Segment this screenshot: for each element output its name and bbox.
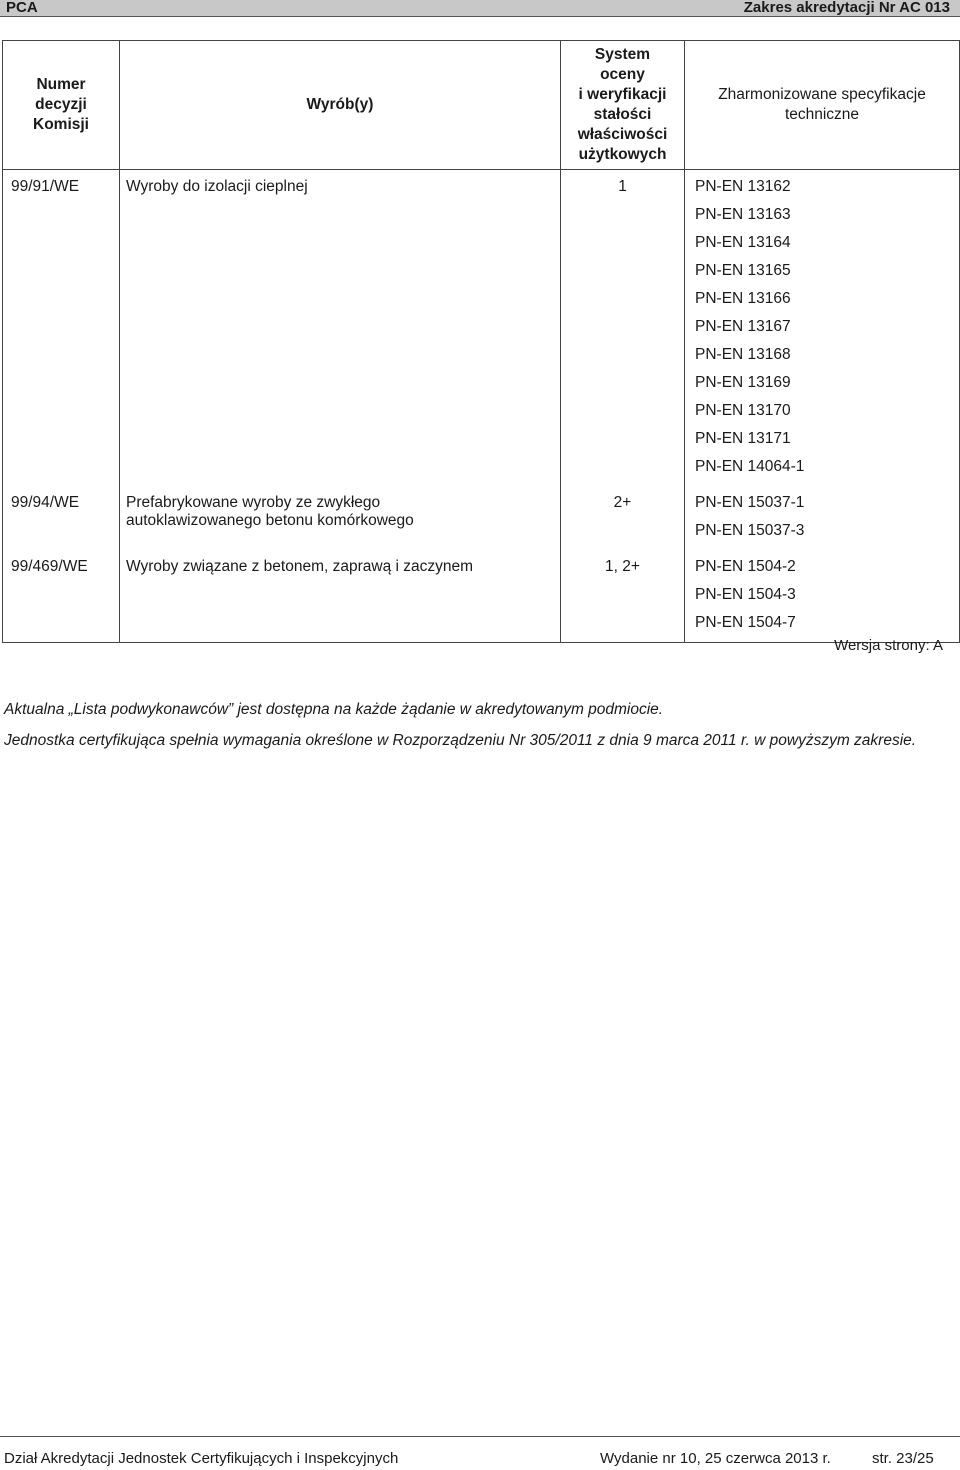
col-header-line: Komisji — [33, 116, 89, 133]
col-header-line: techniczne — [784, 106, 860, 123]
spec-item: PN-EN 1504-7 — [695, 614, 796, 631]
col-header-line: użytkowych — [578, 146, 667, 163]
assessment-system: 1 — [561, 170, 685, 487]
spec-list — [685, 550, 960, 643]
footer-edition: Wydanie nr 10, 25 czerwca 2013 r. — [600, 1450, 831, 1467]
assessment-system: 2+ — [561, 486, 685, 550]
col-header-line: decyzji — [35, 96, 87, 113]
spec-item: PN-EN 1504-2 — [695, 558, 796, 575]
spec-item: PN-EN 1504-3 — [695, 586, 796, 603]
spec-item: PN-EN 13166 — [695, 290, 791, 307]
assessment-system: 1, 2+ — [561, 550, 685, 643]
decision-number: 99/94/WE — [3, 486, 120, 550]
table-row — [3, 170, 960, 487]
col-header-product — [120, 41, 561, 170]
spec-list — [685, 170, 960, 487]
col-header-line: i weryfikacji — [578, 86, 667, 103]
col-header-decision — [3, 41, 120, 170]
product-name: Wyroby do izolacji cieplnej — [120, 170, 561, 487]
table-header-row — [3, 41, 960, 170]
col-header-specs — [685, 41, 960, 170]
note-regulation: Jednostka certyfikująca spełnia wymagania określone w Rozporządzeniu Nr 305/2011 z dnia 9 marca 2011 r. w powyższym zakresie. — [4, 732, 917, 749]
header-rule — [0, 16, 960, 17]
product-name: Wyroby związane z betonem, zaprawą i zaczynem — [120, 550, 561, 643]
footer-department: Dział Akredytacji Jednostek Certyfikujących i Inspekcyjnych — [4, 1450, 399, 1467]
header-org: PCA — [6, 0, 38, 16]
decision-number: 99/469/WE — [3, 550, 120, 643]
spec-item: PN-EN 13169 — [695, 374, 791, 391]
decision-number: 99/91/WE — [3, 170, 120, 487]
spec-item: PN-EN 13168 — [695, 346, 791, 363]
page-header — [0, 0, 960, 16]
spec-item: PN-EN 13171 — [695, 430, 791, 447]
product-name: Prefabrykowane wyroby ze zwykłego autoklawizowanego betonu komórkowego — [120, 486, 561, 550]
col-header-system — [561, 41, 685, 170]
spec-item: PN-EN 13170 — [695, 402, 791, 419]
spec-item: PN-EN 13163 — [695, 206, 791, 223]
spec-item: PN-EN 14064-1 — [695, 458, 805, 475]
spec-item: PN-EN 13164 — [695, 234, 791, 251]
col-header-line: Numer — [36, 76, 86, 93]
spec-item: PN-EN 13167 — [695, 318, 791, 335]
footer-page-number: str. 23/25 — [872, 1450, 934, 1467]
spec-item: PN-EN 13165 — [695, 262, 791, 279]
scope-table — [2, 40, 960, 643]
table-row — [3, 486, 960, 550]
spec-item: PN-EN 13162 — [695, 178, 791, 195]
table-row — [3, 550, 960, 643]
col-header-line: oceny — [600, 66, 645, 83]
col-header-line: Wyrób(y) — [306, 96, 374, 113]
spec-item: PN-EN 15037-1 — [695, 494, 805, 511]
col-header-line: właściwości — [577, 126, 668, 143]
note-subcontractors: Aktualna „Lista podwykonawców” jest dostępna na każde żądanie w akredytowanym podmiocie. — [4, 701, 664, 718]
page-version: Wersja strony: A — [834, 637, 943, 654]
footer-rule — [0, 1436, 960, 1437]
header-scope-title: Zakres akredytacji Nr AC 013 — [743, 0, 950, 16]
spec-item: PN-EN 15037-3 — [695, 522, 805, 539]
col-header-line: Zharmonizowane specyfikacje — [718, 86, 926, 103]
col-header-line: stałości — [593, 106, 652, 123]
spec-list — [685, 486, 960, 550]
col-header-line: System — [594, 46, 651, 63]
